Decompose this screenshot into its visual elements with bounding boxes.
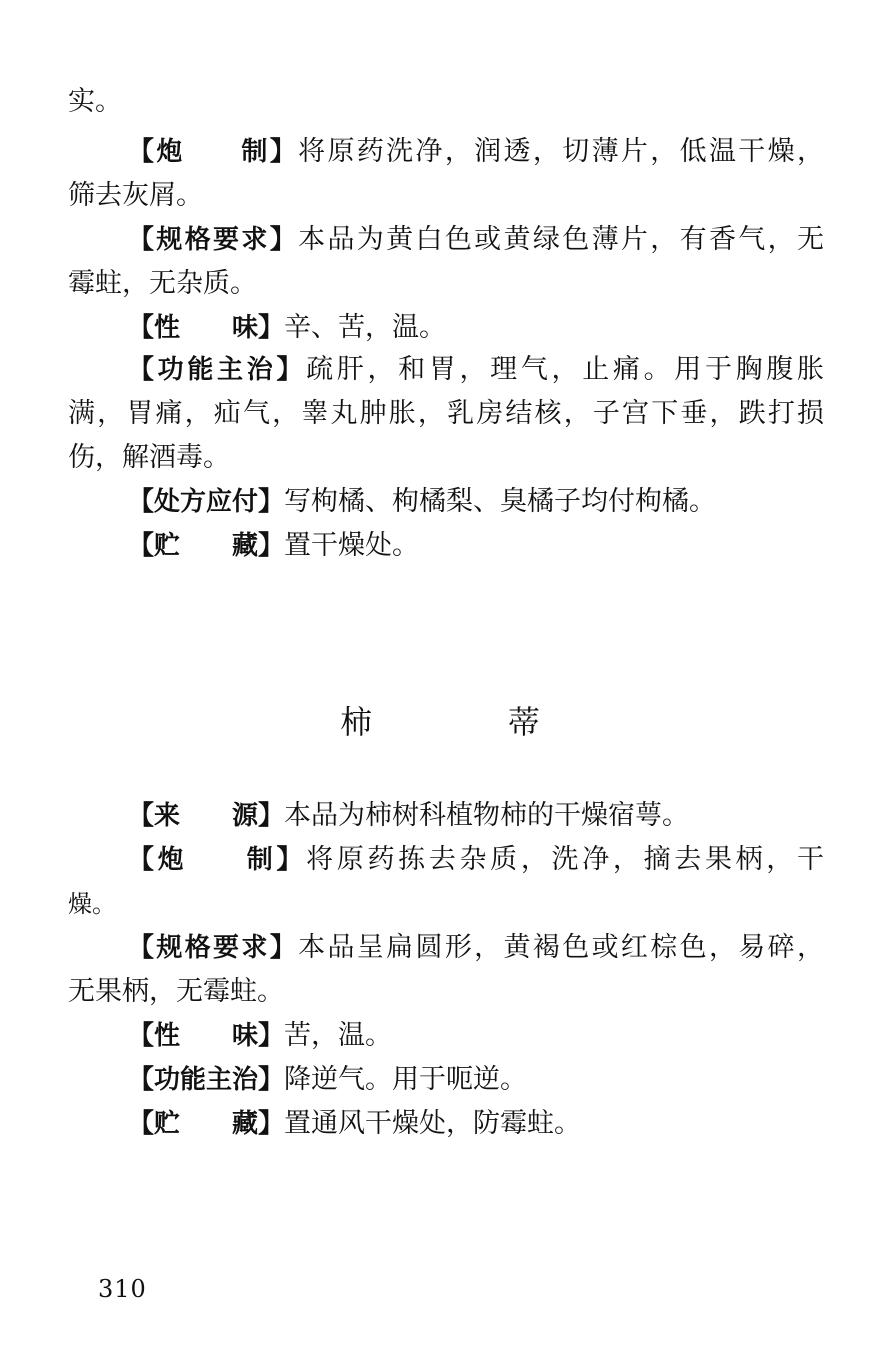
function-text-cont: 满，胃痛，疝气，睾丸肿胀，乳房结核，子宫下垂，跌打损 [68, 398, 824, 429]
spec-entry [128, 222, 824, 258]
entry-title [340, 700, 540, 744]
storage-text: 置干燥处。 [284, 530, 420, 561]
taste-text: 辛、苦，温。 [284, 312, 447, 343]
taste-label-2: 【性 味】 [128, 1021, 285, 1051]
source-text: 本品为柿树科植物柿的干燥宿萼。 [284, 800, 690, 831]
processing-text-cont: 筛去灰屑。 [68, 180, 203, 211]
function-label-2: 【功能主治】 [128, 1065, 285, 1095]
taste-text-2: 苦，温。 [284, 1020, 393, 1051]
prescription-entry [128, 484, 824, 520]
function-text-end: 伤，解酒毒。 [68, 442, 230, 473]
processing-entry [128, 134, 824, 170]
spec-text-2-cont: 无果柄，无霉蛀。 [68, 976, 284, 1007]
storage-entry-2 [128, 1106, 824, 1142]
entry-title-char-1: 柿 [340, 703, 373, 741]
storage-text-2: 置通风干燥处，防霉蛀。 [284, 1108, 582, 1139]
storage-label-2: 【贮 藏】 [128, 1109, 285, 1139]
function-entry [128, 352, 824, 388]
function-text-2: 降逆气。用于呃逆。 [284, 1064, 528, 1095]
processing-label: 【炮 制】 [128, 137, 299, 167]
taste-label: 【性 味】 [128, 313, 285, 343]
source-label: 【来 源】 [128, 801, 285, 831]
spec-entry-2 [128, 930, 824, 966]
spec-label-2: 【规格要求】 [128, 933, 299, 963]
source-entry [128, 798, 824, 834]
page-number: 310 [98, 1275, 147, 1303]
processing-entry-2 [128, 842, 824, 878]
continuation-text: 实。 [68, 86, 122, 117]
storage-entry [128, 528, 824, 564]
function-entry-2 [128, 1062, 824, 1098]
spec-text-2: 本品呈扁圆形，黄褐色或红棕色，易碎， [298, 932, 824, 963]
processing-text: 将原药洗净，润透，切薄片，低温干燥， [298, 136, 824, 167]
function-text: 疏肝，和胃，理气，止痛。用于胸腹胀 [306, 354, 824, 385]
processing-text-2-cont: 燥。 [68, 890, 116, 918]
taste-entry [128, 310, 824, 346]
spec-text: 本品为黄白色或黄绿色薄片，有香气，无 [298, 224, 824, 255]
taste-entry-2 [128, 1018, 824, 1054]
storage-label: 【贮 藏】 [128, 531, 285, 561]
processing-label-2: 【炮 制】 [128, 845, 307, 875]
spec-text-cont: 霉蛀，无杂质。 [68, 268, 257, 299]
prescription-text: 写枸橘、枸橘梨、臭橘子均付枸橘。 [284, 486, 717, 517]
processing-text-2: 将原药拣去杂质，洗净，摘去果柄，干 [306, 844, 824, 875]
entry-title-char-2: 蒂 [507, 703, 540, 741]
function-label: 【功能主治】 [128, 355, 307, 385]
spec-label: 【规格要求】 [128, 225, 299, 255]
prescription-label: 【处方应付】 [128, 487, 285, 517]
